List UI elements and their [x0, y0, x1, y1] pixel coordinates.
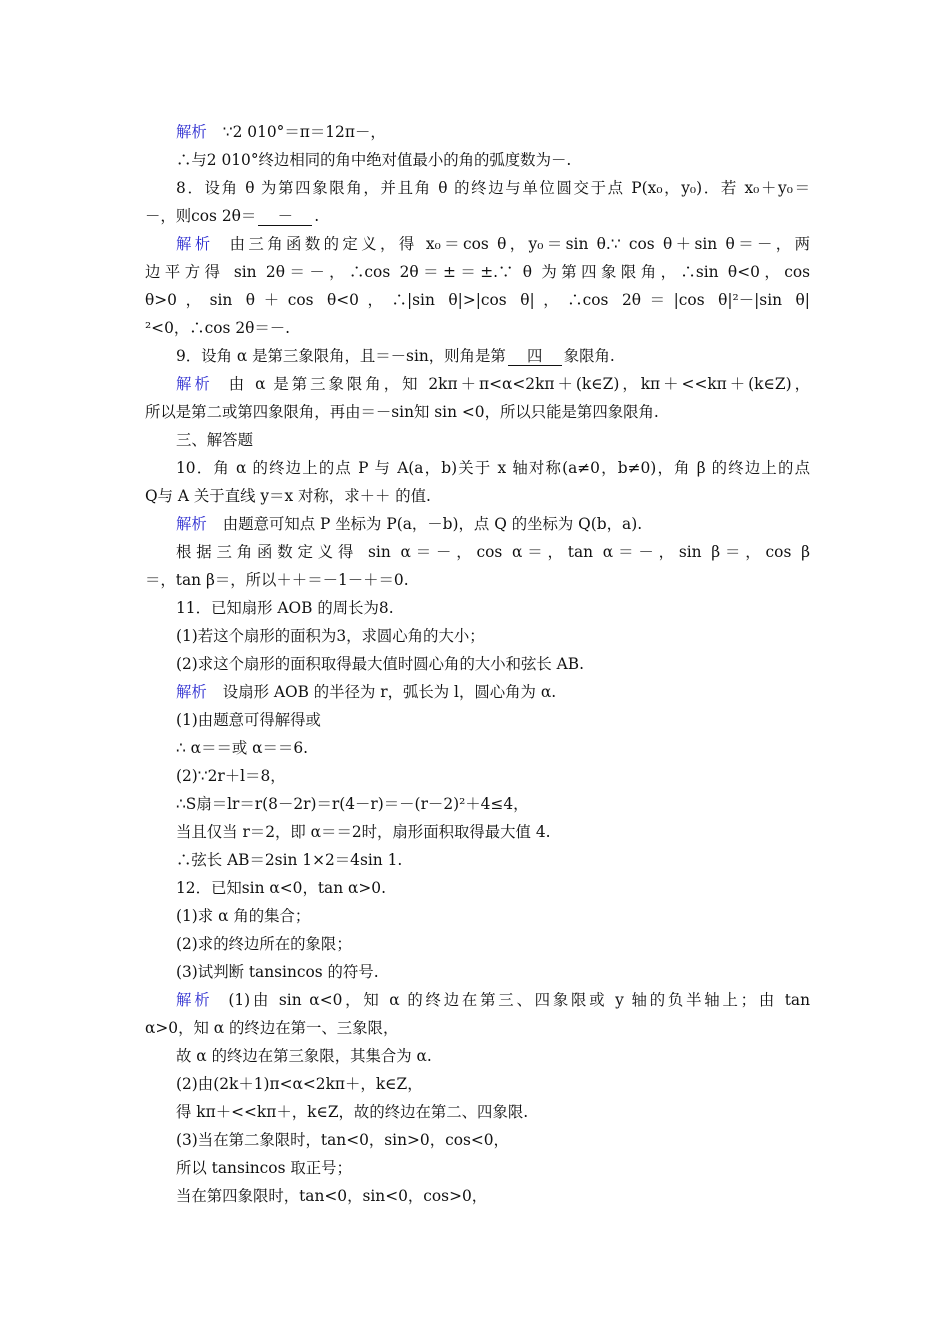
- text-line: [145, 316, 810, 340]
- text-line: [145, 204, 810, 228]
- line-text: (3)试判断 tansincos 的符号.: [176, 963, 379, 981]
- text-line: [176, 232, 810, 256]
- line-text: ∴弦长 AB＝2sin 1×2＝4sin 1.: [176, 851, 403, 869]
- text-line: [176, 624, 810, 648]
- line-text: (1)若这个扇形的面积为3，求圆心角的大小；: [176, 627, 485, 645]
- line-text: 由 α 是第三象限角，知 2kπ＋π<α<2kπ＋(k∈Z)，kπ＋<<kπ＋(k∈Z)，: [228, 375, 810, 393]
- text-line: [176, 680, 810, 704]
- line-text: ∵2 010°＝π＝12π－，: [222, 123, 386, 141]
- text-line: [176, 148, 810, 172]
- text-line: [176, 512, 810, 536]
- line-text: 设扇形 AOB 的半径为 r，弧长为 l，圆心角为 α.: [222, 683, 557, 701]
- line-text: 当且仅当 r＝2，即 α＝＝2时，扇形面积取得最大值 4.: [176, 823, 551, 841]
- text-line: [176, 1100, 810, 1124]
- line-text: α>0，知 α 的终边在第一、三象限，: [145, 1019, 399, 1037]
- analysis-label: 解析: [176, 515, 207, 533]
- line-text: Q与 A 关于直线 y＝x 对称，求＋＋ 的值.: [145, 487, 431, 505]
- line-text-tail: 象限角.: [563, 347, 615, 365]
- text-line: [176, 736, 810, 760]
- text-line: [176, 960, 810, 984]
- line-text: 三、解答题: [176, 431, 253, 449]
- line-text: ²<0，∴cos 2θ＝－.: [145, 319, 291, 337]
- text-line: [176, 456, 810, 480]
- text-line: [176, 764, 810, 788]
- line-text: ∴S扇＝lr＝r(8－2r)＝r(4－r)＝－(r－2)²＋4≤4，: [176, 795, 529, 813]
- line-text: 所以 tansincos 取正号；: [176, 1159, 352, 1177]
- line-text: (1)由题意可得解得或: [176, 711, 321, 729]
- text-line: [176, 344, 810, 368]
- line-text: 边平方得 sin 2θ＝－，∴cos 2θ＝±＝±.∵ θ 为第四象限角，∴sin θ<0，cos: [145, 263, 810, 281]
- line-text: 由三角函数的定义，得 x₀＝cos θ，y₀＝sin θ.∵ cos θ＋sin θ＝－，两: [229, 235, 810, 253]
- text-line: [176, 1044, 810, 1068]
- line-text: (3)当在第二象限时，tan<0，sin>0，cos<0，: [176, 1131, 509, 1149]
- line-text: 得 kπ＋<<kπ＋，k∈Z，故的终边在第二、四象限.: [176, 1103, 529, 1121]
- line-text: ＝，tan β＝，所以＋＋＝－1－＋＝0.: [145, 571, 409, 589]
- line-text: 故 α 的终边在第三象限，其集合为 α.: [176, 1047, 432, 1065]
- text-line: [145, 484, 810, 508]
- text-line: [176, 1184, 810, 1208]
- line-text: 8．设角 θ 为第四象限角，并且角 θ 的终边与单位圆交于点 P(x₀，y₀)．若 x₀＋y₀＝: [176, 179, 810, 197]
- text-line: [145, 288, 810, 312]
- line-text: 11．已知扇形 AOB 的周长为8.: [176, 599, 394, 617]
- line-text: (2)求的终边所在的象限；: [176, 935, 352, 953]
- text-line: [176, 792, 810, 816]
- analysis-label: 解析: [176, 683, 207, 701]
- line-text: 9．设角 α 是第三象限角，且＝－sin，则角是第: [176, 347, 506, 365]
- text-line: [145, 400, 810, 424]
- line-text: ∴与2 010°终边相同的角中绝对值最小的角的弧度数为－.: [176, 151, 572, 169]
- text-line: [176, 988, 810, 1012]
- text-line: [176, 904, 810, 928]
- text-line: [176, 1128, 810, 1152]
- text-line: [145, 260, 810, 284]
- line-text: (2)求这个扇形的面积取得最大值时圆心角的大小和弦长 AB.: [176, 655, 584, 673]
- text-line: [145, 568, 810, 592]
- text-line: [176, 652, 810, 676]
- text-line: [176, 1072, 810, 1096]
- line-text: －，则cos 2θ＝: [145, 207, 257, 225]
- text-line: [176, 820, 810, 844]
- text-line: [176, 932, 810, 956]
- text-line: [176, 540, 810, 564]
- analysis-label: 解析: [176, 375, 213, 393]
- text-line: [176, 176, 810, 200]
- line-text: ∴ α＝＝或 α＝＝6.: [176, 739, 309, 757]
- text-line: [176, 120, 810, 144]
- text-line: [176, 876, 810, 900]
- line-text: 10．角 α 的终边上的点 P 与 A(a，b)关于 x 轴对称(a≠0，b≠0)，角 β 的终边上的点: [176, 459, 810, 477]
- text-line: [176, 1156, 810, 1180]
- text-line: [176, 708, 810, 732]
- text-line: [176, 596, 810, 620]
- line-text-tail: .: [314, 207, 320, 225]
- text-line: [145, 1016, 810, 1040]
- line-text: (2)∵2r＋l＝8，: [176, 767, 286, 785]
- line-text: 12．已知sin α<0，tan α>0.: [176, 879, 386, 897]
- line-text: 所以是第二或第四象限角，再由＝－sin知 sin <0，所以只能是第四象限角.: [145, 403, 659, 421]
- analysis-label: 解析: [176, 235, 214, 253]
- line-text: 根据三角函数定义得 sin α＝－，cos α＝，tan α＝－，sin β＝，cos β: [176, 543, 810, 561]
- line-text: 当在第四象限时，tan<0，sin<0，cos>0，: [176, 1187, 488, 1205]
- text-line: [176, 372, 810, 396]
- analysis-label: 解析: [176, 123, 207, 141]
- answer-blank: 四: [508, 347, 562, 366]
- line-text: (1)由 sin α<0，知 α 的终边在第三、四象限或 y 轴的负半轴上；由 tan: [228, 991, 810, 1009]
- answer-blank: －: [258, 207, 312, 226]
- line-text: θ>0，sin θ＋cos θ<0，∴|sin θ|>|cos θ|，∴cos 2θ＝|cos θ|²－|sin θ|: [145, 291, 810, 309]
- text-line: [176, 428, 810, 452]
- line-text: (2)由(2k＋1)π<α<2kπ＋，k∈Z，: [176, 1075, 423, 1093]
- text-line: [176, 848, 810, 872]
- analysis-label: 解析: [176, 991, 213, 1009]
- line-text: (1)求 α 角的集合；: [176, 907, 311, 925]
- line-text: 由题意可知点 P 坐标为 P(a，－b)，点 Q 的坐标为 Q(b，a).: [222, 515, 643, 533]
